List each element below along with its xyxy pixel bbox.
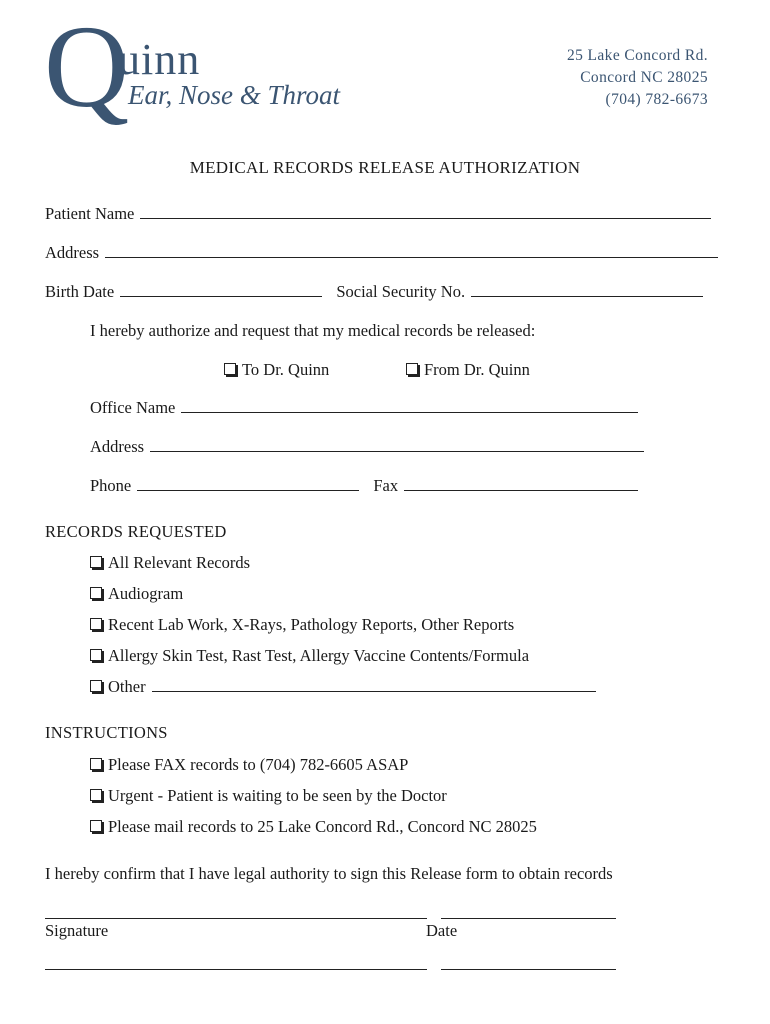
- patient-name-field[interactable]: [140, 217, 711, 219]
- address-line-2: Concord NC 28025: [580, 69, 708, 86]
- records-allergy-checkbox[interactable]: [90, 649, 102, 661]
- patient-address-label: Address: [45, 243, 100, 262]
- records-audiogram-label: Audiogram: [108, 584, 184, 603]
- records-other-checkbox[interactable]: [90, 680, 102, 692]
- instruction-mail-checkbox[interactable]: [90, 820, 102, 832]
- logo-name: uinn: [118, 35, 201, 84]
- records-item-allergy[interactable]: [90, 646, 529, 666]
- office-name-label: Office Name: [90, 398, 176, 417]
- birth-ssn-row: [45, 282, 703, 302]
- confirm-text: I hereby confirm that I have legal authority to sign this Release form to obtain records: [45, 864, 613, 883]
- records-lab-checkbox[interactable]: [90, 618, 102, 630]
- signature-line-2[interactable]: [45, 969, 427, 970]
- logo-q: Q: [44, 1, 130, 132]
- ssn-label: Social Security No.: [336, 282, 466, 301]
- records-audiogram-checkbox[interactable]: [90, 587, 102, 599]
- signature-label: Signature: [45, 921, 109, 940]
- date-label: Date: [426, 921, 458, 940]
- patient-address-field[interactable]: [105, 256, 718, 258]
- address-line-1: 25 Lake Concord Rd.: [566, 47, 708, 64]
- records-allergy-label: Allergy Skin Test, Rast Test, Allergy Vaccine Contents/Formula: [108, 646, 530, 665]
- from-dr-checkbox[interactable]: [406, 363, 418, 375]
- instruction-fax-checkbox[interactable]: [90, 758, 102, 770]
- signature-line-1[interactable]: [45, 918, 427, 919]
- office-address-row: [90, 437, 644, 457]
- to-dr-label: To Dr. Quinn: [242, 360, 330, 379]
- instruction-mail-label: Please mail records to 25 Lake Concord Rd., Concord NC 28025: [108, 817, 537, 836]
- records-item-audiogram[interactable]: [90, 584, 183, 604]
- records-lab-label: Recent Lab Work, X-Rays, Pathology Reports, Other Reports: [108, 615, 515, 634]
- records-item-lab[interactable]: [90, 615, 514, 635]
- to-dr-option[interactable]: [224, 360, 329, 380]
- records-all-label: All Relevant Records: [108, 553, 251, 572]
- records-item-all[interactable]: [90, 553, 250, 573]
- records-other-label: Other: [108, 677, 146, 696]
- authorize-text: I hereby authorize and request that my medical records be released:: [90, 321, 536, 340]
- address-phone: (704) 782-6673: [605, 91, 708, 108]
- records-heading: RECORDS REQUESTED: [45, 522, 227, 541]
- office-phone-field[interactable]: [137, 489, 359, 491]
- practice-address: [567, 45, 708, 111]
- office-address-field[interactable]: [150, 450, 644, 452]
- instruction-urgent-checkbox[interactable]: [90, 789, 102, 801]
- office-name-row: [90, 398, 638, 418]
- date-line-2[interactable]: [441, 969, 616, 970]
- patient-name-row: [45, 204, 711, 224]
- records-all-checkbox[interactable]: [90, 556, 102, 568]
- to-dr-checkbox[interactable]: [224, 363, 236, 375]
- instruction-urgent[interactable]: [90, 786, 447, 806]
- office-fax-label: Fax: [373, 476, 399, 495]
- office-address-label: Address: [90, 437, 145, 456]
- date-line-1[interactable]: [441, 918, 616, 919]
- instruction-urgent-label: Urgent - Patient is waiting to be seen by the Doctor: [108, 786, 447, 805]
- practice-logo: [44, 1, 364, 135]
- instruction-fax[interactable]: [90, 755, 408, 775]
- birth-date-field[interactable]: [120, 295, 322, 297]
- from-dr-option[interactable]: [406, 360, 530, 380]
- patient-address-row: [45, 243, 718, 263]
- office-fax-field[interactable]: [404, 489, 638, 491]
- logo-subtitle: Ear, Nose & Throat: [128, 80, 341, 110]
- records-item-other[interactable]: [90, 677, 596, 697]
- office-phone-label: Phone: [90, 476, 132, 495]
- birth-date-label: Birth Date: [45, 282, 115, 301]
- instructions-heading: INSTRUCTIONS: [45, 723, 168, 742]
- records-other-field[interactable]: [152, 690, 596, 692]
- from-dr-label: From Dr. Quinn: [424, 360, 530, 379]
- office-name-field[interactable]: [181, 411, 638, 413]
- instruction-fax-label: Please FAX records to (704) 782-6605 ASAP: [108, 755, 409, 774]
- patient-name-label: Patient Name: [45, 204, 135, 223]
- office-phone-fax-row: [90, 476, 638, 496]
- form-title: MEDICAL RECORDS RELEASE AUTHORIZATION: [189, 158, 581, 177]
- ssn-field[interactable]: [471, 295, 703, 297]
- instruction-mail[interactable]: [90, 817, 537, 837]
